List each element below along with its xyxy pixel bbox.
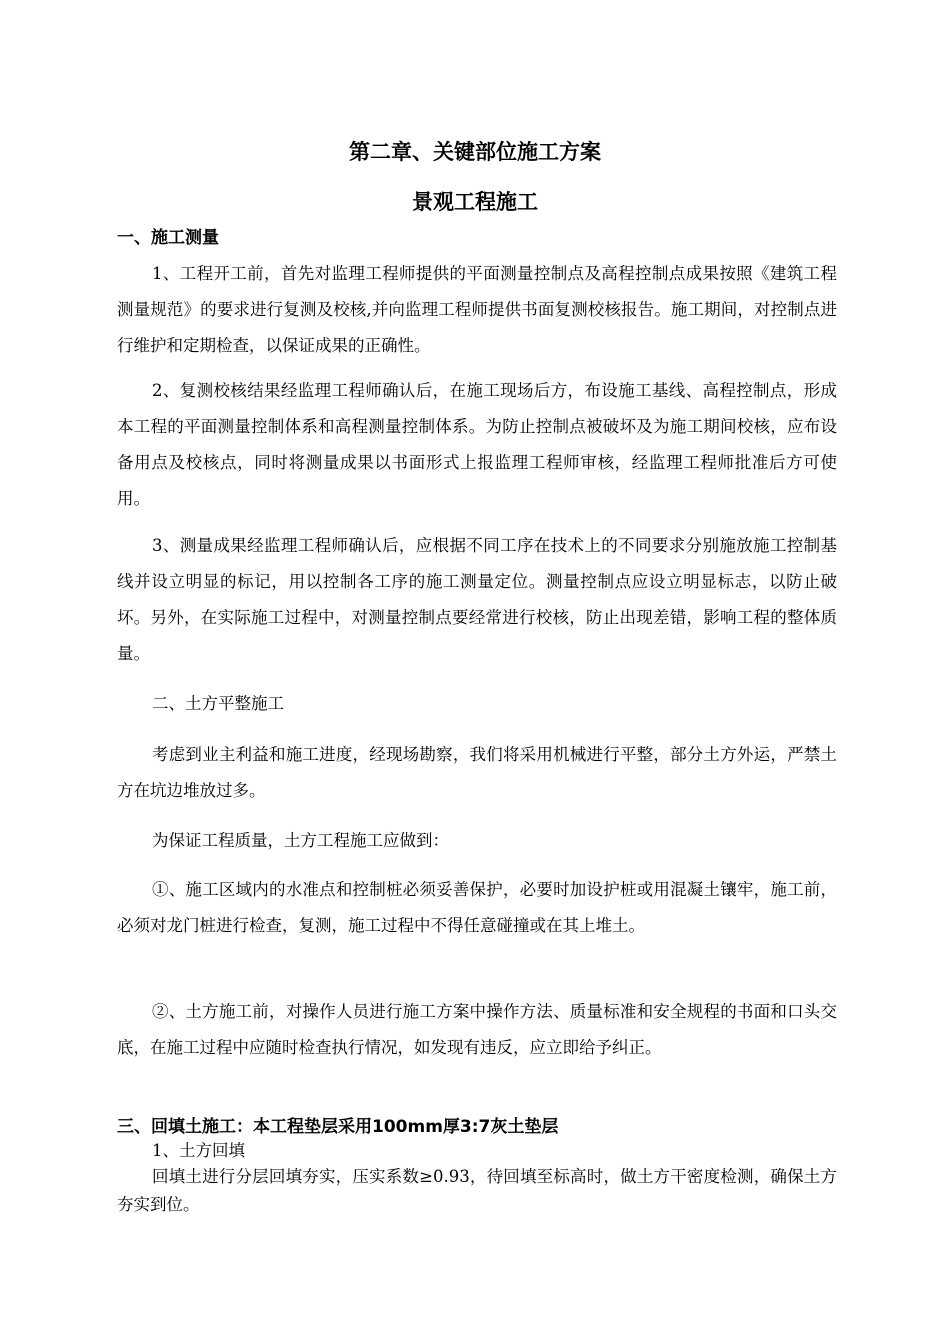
heading-earthwork: 二、土方平整施工 — [152, 694, 284, 713]
paragraph-backfill-1: 回填土进行分层回填夯实，压实系数≥0.93，待回填至标高时，做土方干密度检测，确保土方夯实到位。 — [117, 1167, 837, 1214]
paragraph-earthwork-4: ②、土方施工前，对操作人员进行施工方案中操作方法、质量标准和安全规程的书面和口头交底，在施工过程中应随时检查执行情况，如发现有违反，应立即给予纠正。 — [117, 1002, 837, 1057]
heading-survey: 一、施工测量 — [117, 228, 219, 248]
heading-backfill: 三、回填土施工：本工程垫层采用100mm厚3:7灰土垫层 — [117, 1117, 559, 1137]
section-title: 景观工程施工 — [412, 190, 538, 214]
subheading-backfill: 1、土方回填 — [152, 1141, 245, 1160]
paragraph-survey-1: 1、工程开工前，首先对监理工程师提供的平面测量控制点及高程控制点成果按照《建筑工程测量规范》的要求进行复测及校核,并向监理工程师提供书面复测校核报告。施工期间，对控制点进行维护和定期检查，以保证成果的正确性。 — [117, 264, 837, 355]
paragraph-earthwork-1: 考虑到业主利益和施工进度，经现场勘察，我们将采用机械进行平整，部分土方外运，严禁土方在坑边堆放过多。 — [117, 745, 837, 800]
paragraph-survey-3: 3、测量成果经监理工程师确认后，应根据不同工序在技术上的不同要求分别施放施工控制基线并设立明显的标记，用以控制各工序的施工测量定位。测量控制点应设立明显标志，以防止破坏。另外，在实际施工过程中，对测量控制点要经常进行校核，防止出现差错，影响工程的整体质量。 — [117, 536, 837, 663]
paragraph-earthwork-2: 为保证工程质量，土方工程施工应做到： — [152, 831, 449, 850]
paragraph-earthwork-3: ①、施工区域内的水准点和控制桩必须妥善保护，必要时加设护桩或用混凝土镶牢，施工前，必须对龙门桩进行检查，复测，施工过程中不得任意碰撞或在其上堆土。 — [117, 880, 837, 935]
paragraph-survey-2: 2、复测校核结果经监理工程师确认后，在施工现场后方，布设施工基线、高程控制点，形成本工程的平面测量控制体系和高程测量控制体系。为防止控制点被破坏及为施工期间校核，应布设备用点及校核点，同时将测量成果以书面形式上报监理工程师审核，经监理工程师批准后方可使用。 — [117, 381, 837, 508]
chapter-title: 第二章、关键部位施工方案 — [349, 140, 601, 164]
